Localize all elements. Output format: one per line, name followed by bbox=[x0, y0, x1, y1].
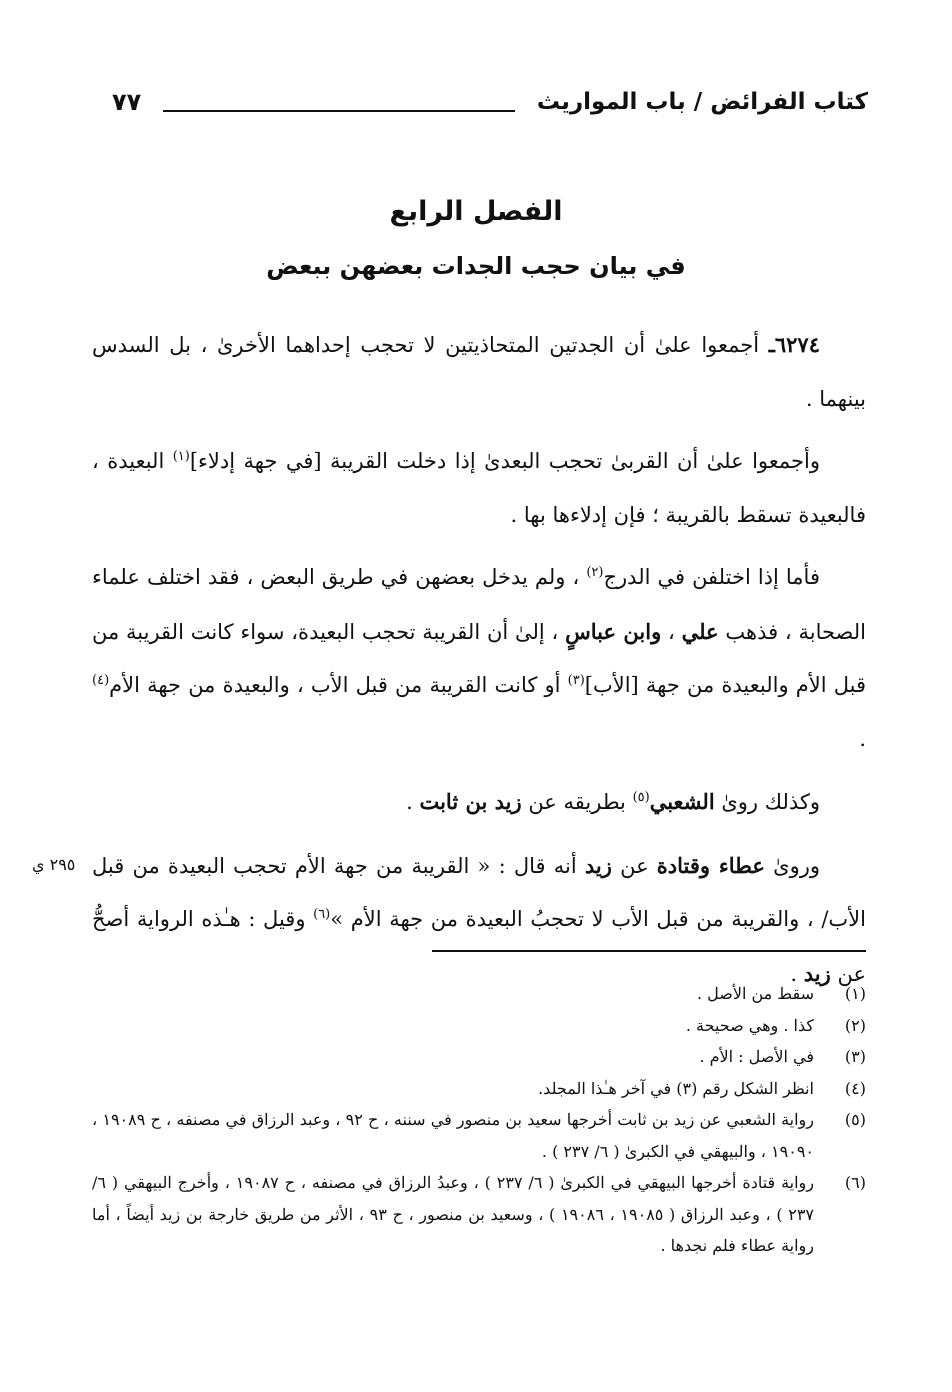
paragraph-text: أجمعوا علىٰ أن الجدتين المتحاذيتين لا تحجب إحداهما الأخرىٰ ، بل السدس بينهما . bbox=[92, 333, 866, 411]
footnote-item bbox=[92, 978, 866, 1010]
person-name: وابن عباسٍ bbox=[565, 618, 662, 644]
chapter-subtitle: في بيان حجب الجدات بعضهن ببعض bbox=[266, 252, 686, 280]
paragraph-text: ، bbox=[661, 619, 682, 644]
footnote-ref: (٦) bbox=[313, 907, 331, 922]
footnote-separator bbox=[432, 950, 866, 952]
chapter-title: الفصل الرابع bbox=[389, 196, 563, 227]
footnote-ref: (٣) bbox=[567, 673, 585, 688]
footnote-text: رواية الشعبي عن زيد بن ثابت أخرجها سعيد بن منصور في سننه ، ح ٩٢ ، وعبد الرزاق في مصنفه ، ح ١٩٠٨٩ ، ١٩٠٩٠ ، والبيهقي في الكبرىٰ ( ٦/ ٢٣٧ ) . bbox=[92, 1110, 815, 1161]
footnote-item bbox=[92, 1167, 866, 1262]
footnote-item bbox=[92, 1073, 866, 1105]
footnote-number: (٥) bbox=[844, 1110, 866, 1129]
paragraph-text: وروىٰ bbox=[764, 853, 820, 878]
footnotes bbox=[92, 978, 866, 1262]
running-header bbox=[112, 82, 868, 122]
person-name: زيد bbox=[584, 852, 612, 878]
paragraph-1 bbox=[92, 318, 866, 426]
person-name: زيد bbox=[803, 960, 831, 986]
footnote-item bbox=[92, 1010, 866, 1042]
person-name: الشعبي bbox=[649, 789, 715, 814]
footnote-number: (٦) bbox=[844, 1173, 866, 1192]
footnote-number: (٤) bbox=[844, 1078, 866, 1098]
entry-number: ٦٢٧٤ـ bbox=[768, 332, 820, 357]
paragraph-text: ، ولم يدخل بعضهن في طريق البعض ، فقد اختلف علماء الصحابة ، فذهب bbox=[92, 565, 866, 644]
paragraph-text: أو كانت القريبة من قبل الأب ، والبعيدة من جهة الأم bbox=[109, 673, 568, 697]
paragraph-text: . bbox=[859, 726, 866, 751]
header-title: كتاب الفرائض / باب المواريث bbox=[536, 89, 868, 115]
paragraph-text: . bbox=[406, 790, 420, 814]
paragraph-text: وكذلك روىٰ bbox=[714, 790, 820, 814]
footnote-text: كذا . وهي صحيحة . bbox=[685, 1015, 814, 1035]
footnote-text: انظر الشكل رقم (٣) في آخر هـٰذا المجلد. bbox=[538, 1078, 814, 1098]
footnote-number: (٣) bbox=[844, 1047, 866, 1066]
footnote-ref: (٥) bbox=[632, 790, 650, 805]
paragraph-text: . bbox=[790, 961, 804, 986]
person-name: علي bbox=[681, 618, 719, 644]
footnote-number: (٢) bbox=[844, 1015, 866, 1035]
footnote-item bbox=[92, 1041, 866, 1073]
footnote-ref: (٢) bbox=[586, 565, 604, 580]
footnote-text: رواية قتادة أخرجها البيهقي في الكبرىٰ ( ٦/ ٢٣٧ ) ، وعبدُ الرزاق في مصنفه ، ح ١٩٠٨٧ ، وأخرج البيهقي ( ٦/ ٢٣٧ ) ، وعبد الرزاق ( ١٩٠٨٥ ، ١٩٠٨٦ ) ، وسعيد بن منصور ، ح ٩٣ ، الأثر من طريق خارجة بن زيد أيضاً ، أما رواية عطاء فلم نجدها . bbox=[92, 1173, 814, 1255]
footnote-text: سقط من الأصل . bbox=[696, 984, 814, 1003]
paragraph-2 bbox=[92, 435, 866, 542]
person-name: زيد بن ثابت bbox=[419, 789, 522, 814]
paragraph-text: عن bbox=[611, 853, 657, 878]
margin-note: ٢٩٥ ي bbox=[32, 855, 76, 874]
footnote-item bbox=[92, 1104, 866, 1167]
paragraph-text: ، إلىٰ أن القريبة تحجب البعيدة، سواء كانت القريبة من قبل الأم والبعيدة من جهة [الأب] bbox=[92, 619, 866, 697]
paragraph-text: فأما إذا اختلفن في الدرج bbox=[603, 565, 820, 589]
page-number: ٧٧ bbox=[112, 88, 142, 116]
body-text bbox=[92, 318, 866, 1010]
paragraph-text: أنه قال : « القريبة من جهة الأم تحجب البعيدة من قبل الأب/ ، والقريبة من قبل الأب لا تحجبُ البعيدة من جهة الأم » bbox=[92, 853, 866, 931]
paragraph-5 bbox=[92, 839, 866, 1002]
header-rule bbox=[163, 110, 515, 112]
footnote-ref: (١) bbox=[172, 449, 190, 464]
paragraph-text: وأجمعوا علىٰ أن القربىٰ تحجب البعدىٰ إذا دخلت القريبة [في جهة إدلاء] bbox=[189, 449, 820, 473]
footnote-number: (١) bbox=[844, 984, 866, 1003]
paragraph-4 bbox=[92, 775, 866, 830]
footnote-ref: (٤) bbox=[92, 673, 110, 688]
paragraph-text: البعيدة ، فالبعيدة تسقط بالقريبة ؛ فإن إدلاءها بها . bbox=[92, 449, 866, 527]
paragraph-3 bbox=[92, 551, 866, 766]
paragraph-text: وقيل : هـٰذه الرواية أصحُّ عن bbox=[92, 907, 866, 986]
footnote-text: في الأصل : الأم . bbox=[699, 1047, 814, 1066]
person-name: عطاء وقتادة bbox=[656, 852, 765, 878]
paragraph-text: بطريقه عن bbox=[521, 790, 633, 814]
